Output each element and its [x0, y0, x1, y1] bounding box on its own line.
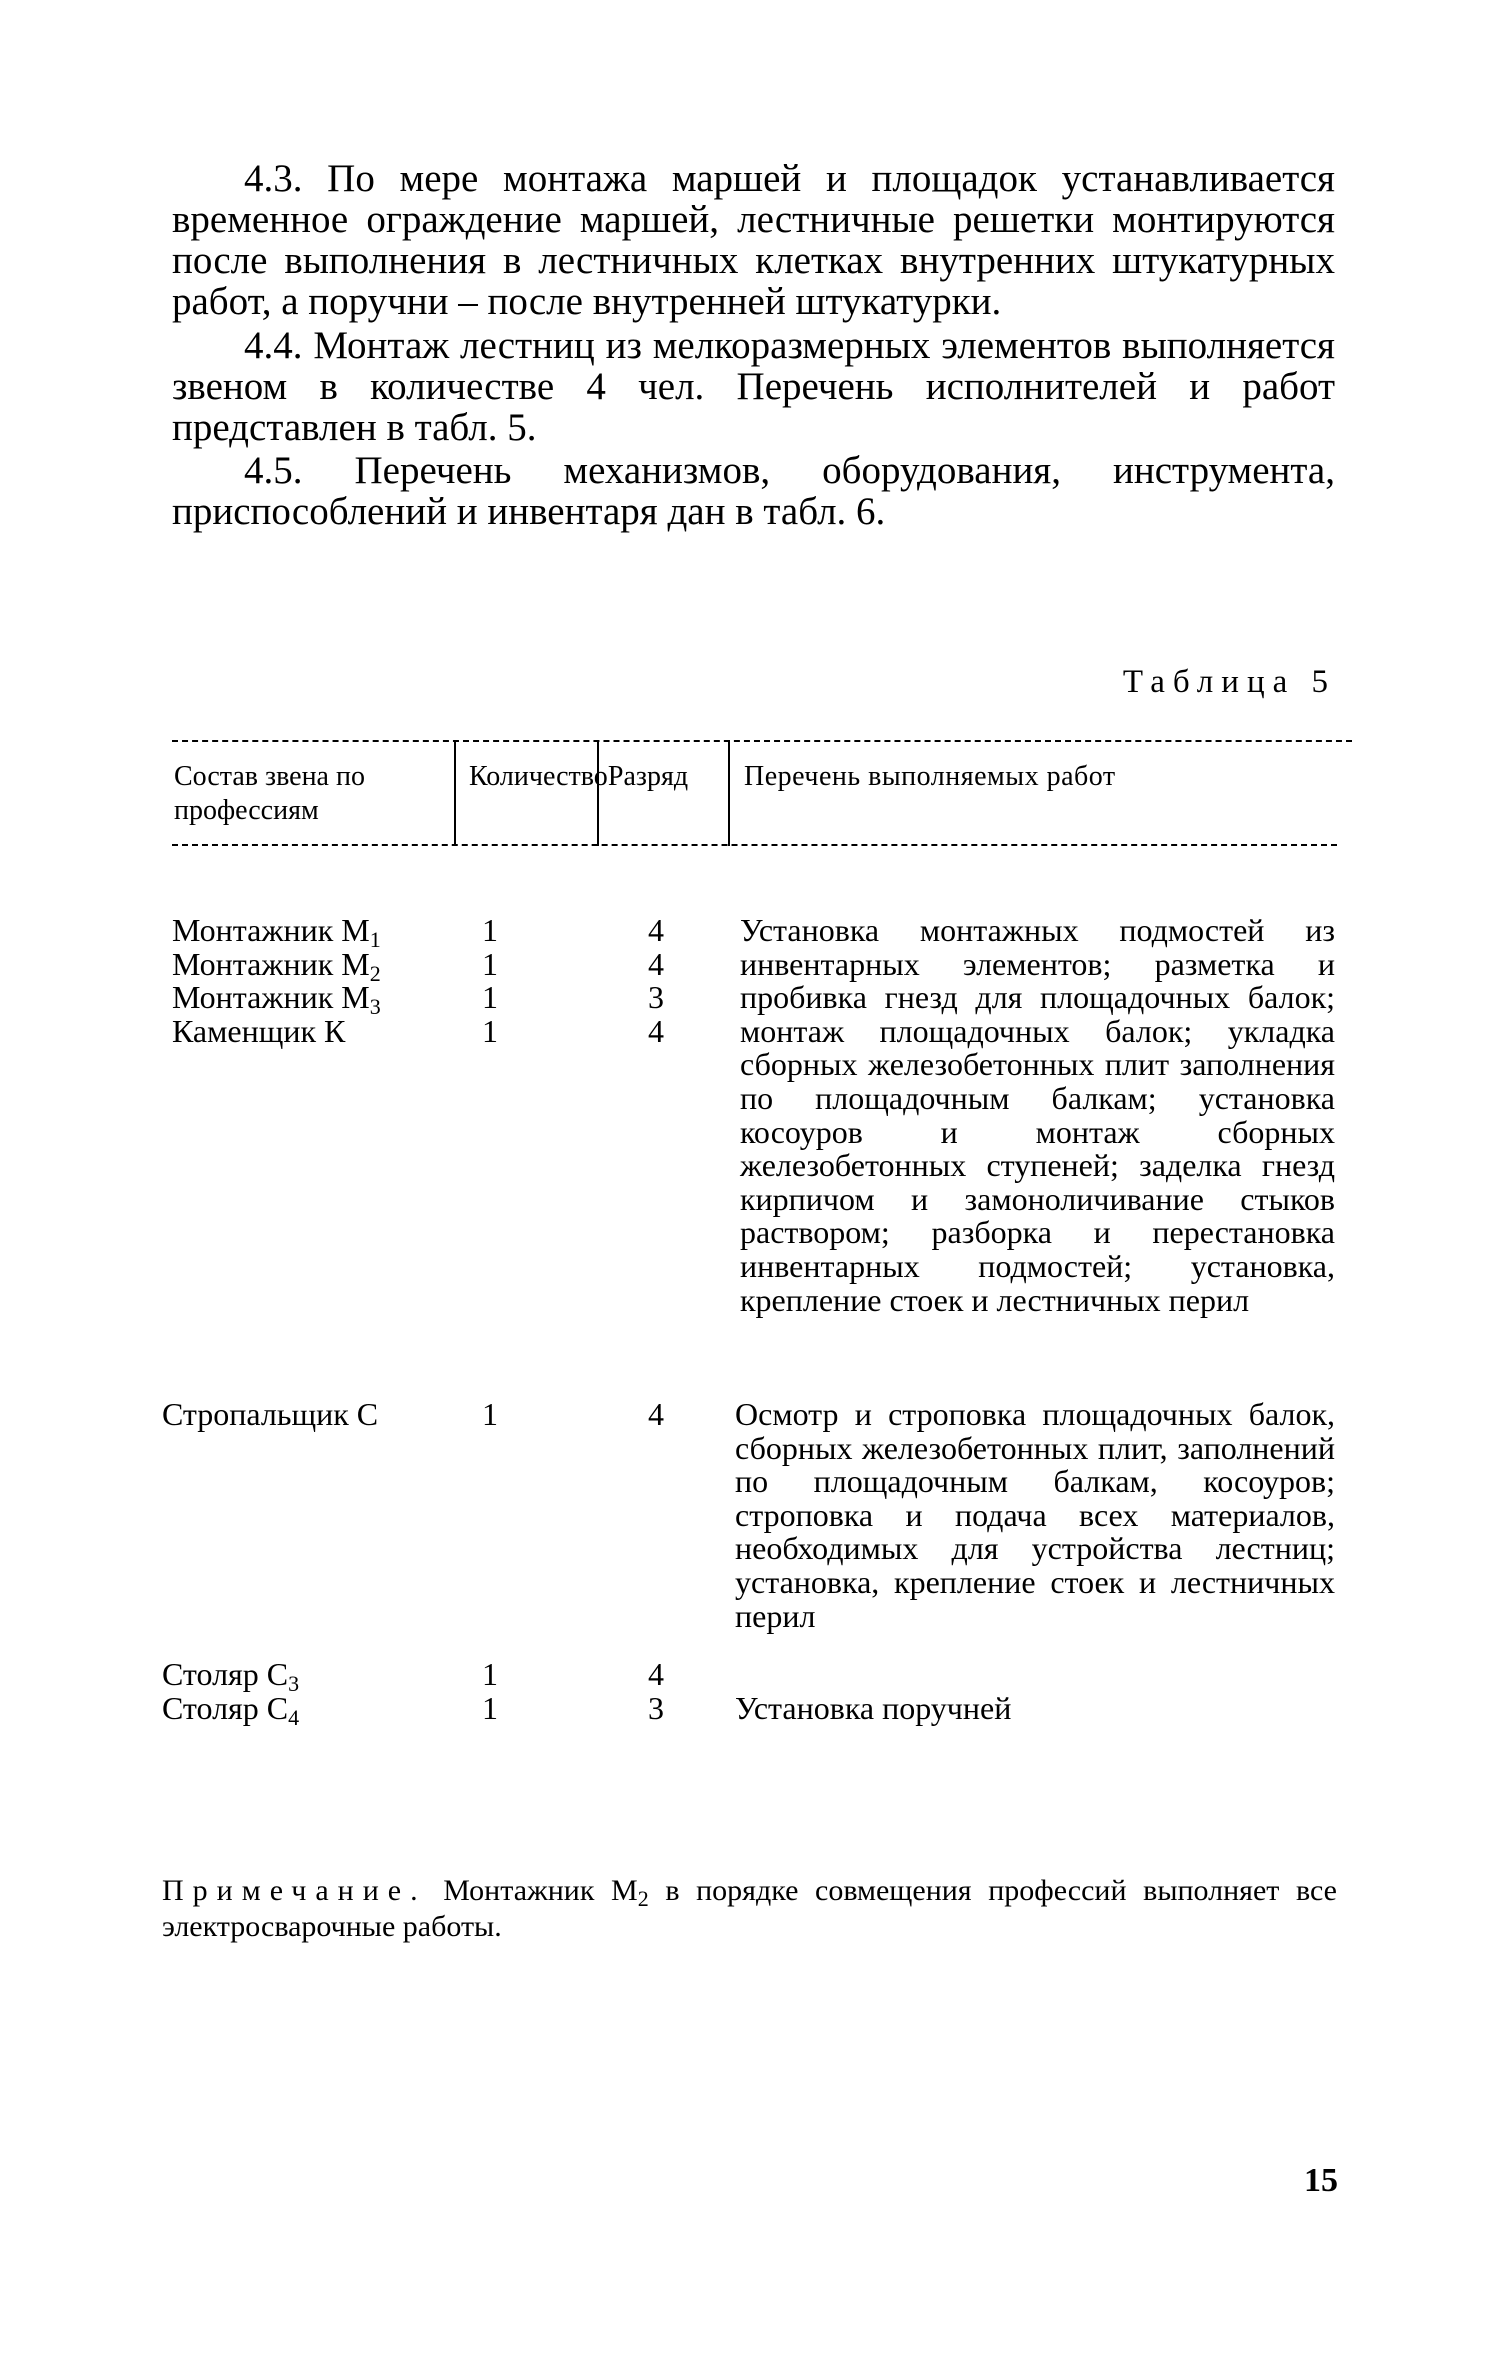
- column-divider: [597, 740, 599, 846]
- worker-name: Монтажник $М_2$: [172, 945, 381, 986]
- grade-value: 4: [648, 945, 664, 982]
- column-divider: [454, 740, 456, 846]
- grade-value: 4: [648, 1012, 664, 1049]
- quantity-value: 1: [482, 912, 498, 948]
- header-top-rule: [172, 740, 1352, 742]
- worker-names: [162, 1398, 462, 1432]
- header-grade: Разряд: [607, 761, 689, 792]
- worker-quantities: [470, 1658, 510, 1725]
- quantity-value: 1: [482, 1689, 498, 1726]
- header-quantity: Количество: [469, 761, 608, 792]
- worker-name: Столяр $С_4$: [162, 1689, 300, 1730]
- worker-name: Монтажник $М_1$: [172, 912, 381, 952]
- worker-name: Столяр $С_3$: [162, 1656, 300, 1696]
- quantity-value: 1: [482, 1012, 498, 1049]
- note-text: Монтажник М: [426, 1874, 638, 1907]
- worker-grades: [636, 1398, 676, 1432]
- quantity-value: 1: [482, 979, 498, 1016]
- page-number: 15: [1304, 2162, 1338, 2199]
- worker-name: Стропальщик С: [162, 1396, 379, 1432]
- worker-name: Каменщик К: [172, 1012, 346, 1049]
- worker-grades: [636, 1658, 676, 1725]
- worker-names: [172, 914, 472, 1048]
- worker-grades: [636, 914, 676, 1048]
- header-bottom-rule: [172, 844, 1337, 846]
- paragraph-4-3: 4.3. По мере монтажа маршей и площадок устанавливается временное ограждение маршей, лестничные решетки монтируются после выполнения в лестничных клетках внутренних штукатурных работ, а поручни – после внутренней штукатурки.: [172, 157, 1335, 323]
- paragraph-4-4: 4.4. Монтаж лестниц из мелкоразмерных элементов выполняется звеном в количестве 4 чел. Перечень исполнителей и работ представлен в табл. 5.: [172, 324, 1335, 449]
- grade-value: 4: [648, 1656, 664, 1692]
- note-text: в порядке совмещения профессий выполняет все электросварочные работы.: [162, 1874, 1337, 1943]
- worker-names: [162, 1656, 462, 1730]
- worker-name: Монтажник $М_3$: [172, 979, 381, 1020]
- table-caption: Таблица 5: [1122, 664, 1336, 700]
- grade-value: 3: [648, 979, 664, 1016]
- quantity-value: 1: [482, 1656, 498, 1692]
- quantity-value: 1: [482, 945, 498, 982]
- header-works-list: Перечень выполняемых работ: [744, 761, 1116, 792]
- worker-quantities: [470, 914, 510, 1048]
- note-label: Примечание.: [162, 1874, 427, 1907]
- grade-value: 4: [648, 1396, 664, 1432]
- paragraph-4-5: 4.5. Перечень механизмов, оборудования, инструмента, приспособлений и инвентаря дан в табл. 6.: [172, 449, 1335, 533]
- quantity-value: 1: [482, 1396, 498, 1432]
- note-subscript: 2: [637, 1886, 649, 1911]
- works-description: Установка поручней: [735, 1689, 1012, 1726]
- column-divider: [728, 740, 730, 846]
- worker-quantities: [470, 1398, 510, 1432]
- table-header: [172, 740, 1352, 846]
- table-note: [162, 1873, 1337, 1945]
- grade-value: 4: [648, 912, 664, 948]
- header-crew-composition: Состав звена по профессиям: [174, 761, 365, 826]
- works-description: Осмотр и строповка площадочных балок, сборных железобетонных плит, заполнений по площадочным балкам, косоуров; строповка и подача всех материалов, необходимых для устройства лестниц; установка, крепление стоек и лестничных перил: [735, 1396, 1335, 1634]
- works-description: Установка монтажных подмостей из инвентарных элементов; разметка и пробивка гнезд для площадочных балок; монтаж площадочных балок; укладка сборных железобетонных плит заполнения по площадочным балкам; установка косоуров и монтаж сборных железобетонных ступеней; заделка гнезд кирпичом и замоноличивание стыков раствором; разборка и перестановка инвентарных подмостей; установка, крепление стоек и лестничных перил: [740, 912, 1335, 1318]
- grade-value: 3: [648, 1689, 664, 1726]
